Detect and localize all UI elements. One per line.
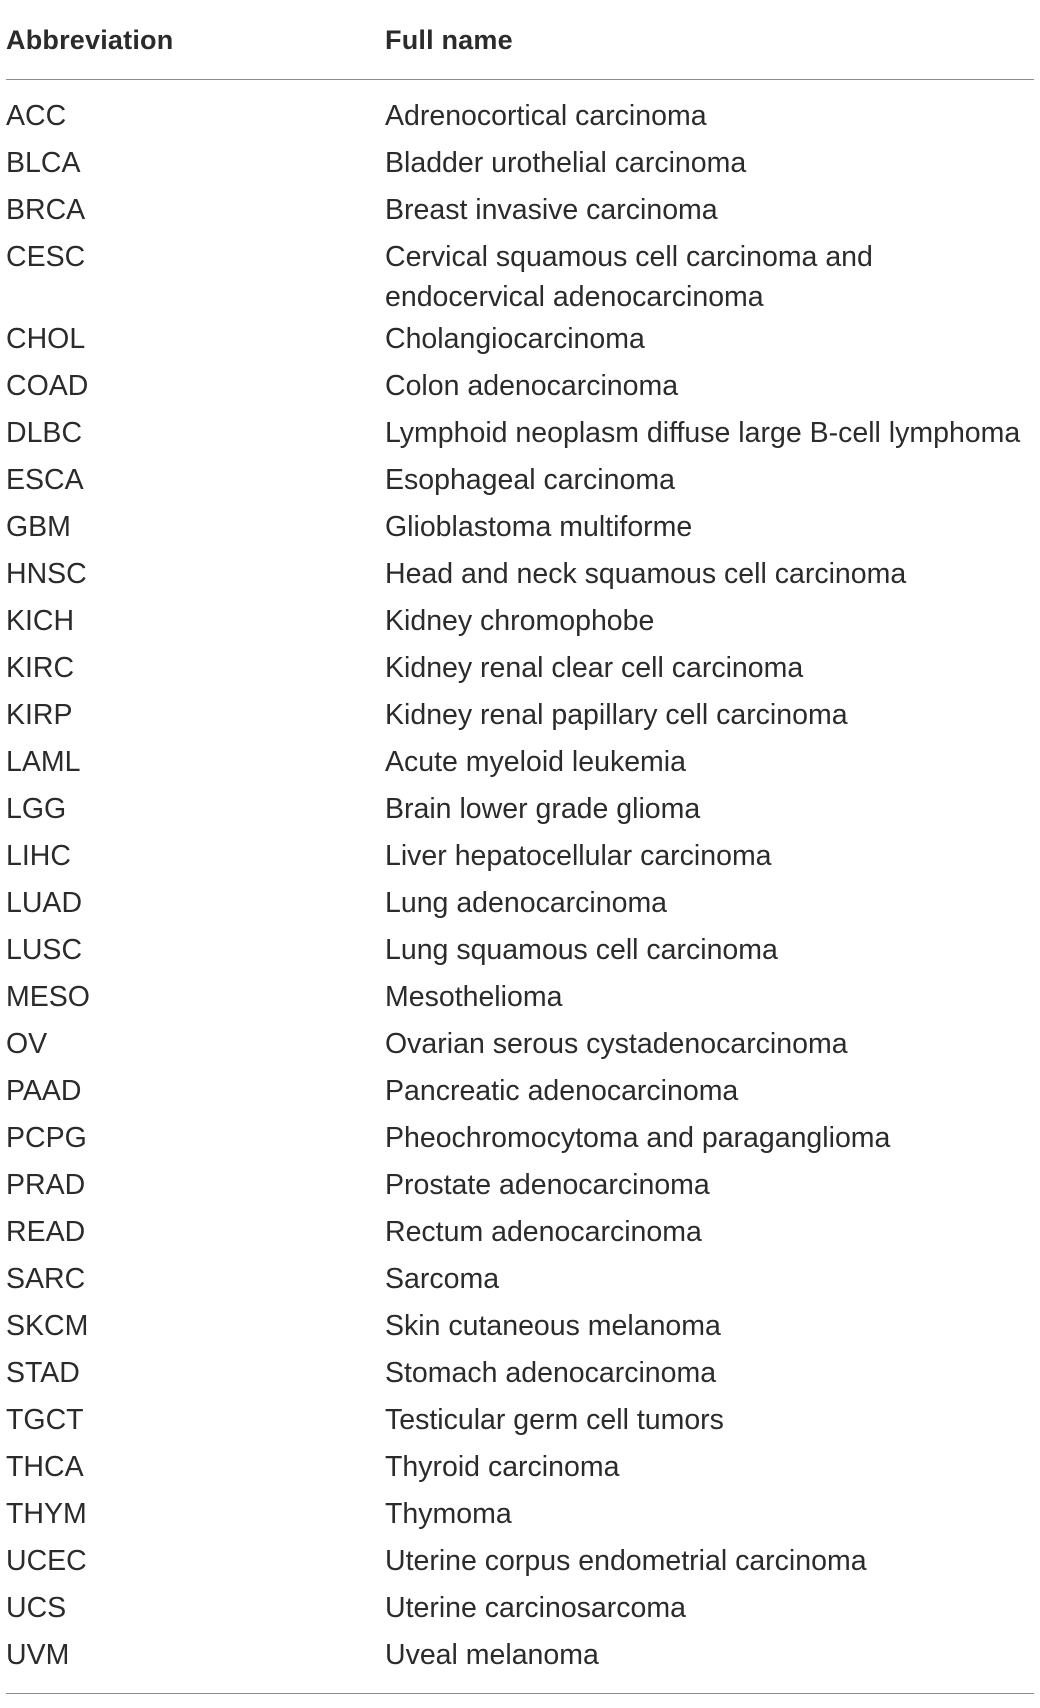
abbreviation-cell: LGG bbox=[6, 793, 67, 825]
abbreviation-cell: UVM bbox=[6, 1639, 70, 1671]
full-name-cell: Stomach adenocarcinoma bbox=[385, 1357, 717, 1389]
table-row bbox=[6, 94, 1034, 141]
table-row bbox=[6, 1304, 1034, 1351]
full-name-cell: Rectum adenocarcinoma bbox=[385, 1216, 702, 1248]
full-name-cell: Glioblastoma multiforme bbox=[385, 511, 693, 543]
table-row bbox=[6, 552, 1034, 599]
abbreviation-cell: TGCT bbox=[6, 1404, 84, 1436]
abbreviation-cell: ESCA bbox=[6, 464, 84, 496]
table-row bbox=[6, 881, 1034, 928]
table-row bbox=[6, 458, 1034, 505]
table-row bbox=[6, 505, 1034, 552]
table-row bbox=[6, 1398, 1034, 1445]
full-name-cell: Skin cutaneous melanoma bbox=[385, 1310, 721, 1342]
table-row bbox=[6, 317, 1034, 364]
full-name-cell: Acute myeloid leukemia bbox=[385, 746, 686, 778]
abbreviation-table bbox=[6, 0, 1034, 1694]
table-row bbox=[6, 235, 1034, 317]
full-name-cell: Cholangiocarcinoma bbox=[385, 323, 645, 355]
full-name-cell: Adrenocortical carcinoma bbox=[385, 100, 707, 132]
table-row bbox=[6, 1351, 1034, 1398]
table-row bbox=[6, 975, 1034, 1022]
abbreviation-cell: LUSC bbox=[6, 934, 83, 966]
abbreviation-cell: LUAD bbox=[6, 887, 83, 919]
full-name-cell: Sarcoma bbox=[385, 1263, 500, 1295]
abbreviation-cell: BRCA bbox=[6, 194, 86, 226]
full-name-cell: Lung squamous cell carcinoma bbox=[385, 934, 778, 966]
table-row bbox=[6, 599, 1034, 646]
abbreviation-cell: PCPG bbox=[6, 1122, 87, 1154]
full-name-cell: Uterine carcinosarcoma bbox=[385, 1592, 686, 1624]
full-name-cell: Liver hepatocellular carcinoma bbox=[385, 840, 772, 872]
abbreviation-cell: GBM bbox=[6, 511, 71, 543]
full-name-cell: Testicular germ cell tumors bbox=[385, 1404, 724, 1436]
table-body bbox=[6, 80, 1034, 1680]
table-row bbox=[6, 1069, 1034, 1116]
header-full-name: Full name bbox=[385, 25, 513, 55]
abbreviation-cell: UCS bbox=[6, 1592, 67, 1624]
abbreviation-cell: KIRC bbox=[6, 652, 75, 684]
abbreviation-cell: DLBC bbox=[6, 417, 83, 449]
abbreviation-cell: HNSC bbox=[6, 558, 87, 590]
full-name-cell: Thyroid carcinoma bbox=[385, 1451, 620, 1483]
full-name-cell: Lung adenocarcinoma bbox=[385, 887, 668, 919]
abbreviation-cell: KIRP bbox=[6, 699, 73, 731]
table-row bbox=[6, 1539, 1034, 1586]
abbreviation-cell: LAML bbox=[6, 746, 81, 778]
abbreviation-cell: OV bbox=[6, 1028, 48, 1060]
full-name-cell: Pancreatic adenocarcinoma bbox=[385, 1075, 739, 1107]
abbreviation-cell: CHOL bbox=[6, 323, 86, 355]
table-row bbox=[6, 1257, 1034, 1304]
abbreviation-cell: STAD bbox=[6, 1357, 80, 1389]
table-row bbox=[6, 411, 1034, 458]
table-row bbox=[6, 1633, 1034, 1680]
table-row bbox=[6, 834, 1034, 881]
full-name-cell: Kidney chromophobe bbox=[385, 605, 655, 637]
full-name-cell: Prostate adenocarcinoma bbox=[385, 1169, 710, 1201]
table-row bbox=[6, 1492, 1034, 1539]
header-abbreviation: Abbreviation bbox=[6, 25, 174, 55]
table-row bbox=[6, 1445, 1034, 1492]
table-row bbox=[6, 1210, 1034, 1257]
table-row bbox=[6, 693, 1034, 740]
abbreviation-cell: THCA bbox=[6, 1451, 84, 1483]
abbreviation-cell: PAAD bbox=[6, 1075, 82, 1107]
abbreviation-cell: ACC bbox=[6, 100, 67, 132]
table-row bbox=[6, 928, 1034, 975]
table-row bbox=[6, 1586, 1034, 1633]
full-name-cell: Mesothelioma bbox=[385, 981, 563, 1013]
full-name-cell: Lymphoid neoplasm diffuse large B-cell lymphoma bbox=[385, 417, 1021, 449]
table-row bbox=[6, 740, 1034, 787]
table-row bbox=[6, 1022, 1034, 1069]
bottom-rule bbox=[6, 1693, 1034, 1694]
table-header bbox=[6, 0, 1034, 80]
full-name-cell: Thymoma bbox=[385, 1498, 512, 1530]
table-row bbox=[6, 1163, 1034, 1210]
table-row bbox=[6, 188, 1034, 235]
abbreviation-cell: READ bbox=[6, 1216, 86, 1248]
full-name-cell: Esophageal carcinoma bbox=[385, 464, 675, 496]
full-name-cell: Head and neck squamous cell carcinoma bbox=[385, 558, 907, 590]
table-row bbox=[6, 787, 1034, 834]
abbreviation-cell: SKCM bbox=[6, 1310, 89, 1342]
abbreviation-cell: MESO bbox=[6, 981, 90, 1013]
table-row bbox=[6, 141, 1034, 188]
full-name-cell: Ovarian serous cystadenocarcinoma bbox=[385, 1028, 848, 1060]
full-name-cell: Bladder urothelial carcinoma bbox=[385, 147, 747, 179]
abbreviation-cell: COAD bbox=[6, 370, 89, 402]
abbreviation-cell: KICH bbox=[6, 605, 75, 637]
full-name-cell: Kidney renal clear cell carcinoma bbox=[385, 652, 804, 684]
abbreviation-cell: BLCA bbox=[6, 147, 81, 179]
full-name-cell: Uveal melanoma bbox=[385, 1639, 599, 1671]
table-row bbox=[6, 1116, 1034, 1163]
table-row bbox=[6, 364, 1034, 411]
full-name-cell: Kidney renal papillary cell carcinoma bbox=[385, 699, 848, 731]
abbreviation-cell: SARC bbox=[6, 1263, 86, 1295]
full-name-cell: Colon adenocarcinoma bbox=[385, 370, 679, 402]
full-name-cell: Pheochromocytoma and paraganglioma bbox=[385, 1122, 891, 1154]
table-row bbox=[6, 646, 1034, 693]
full-name-cell: Breast invasive carcinoma bbox=[385, 194, 718, 226]
abbreviation-cell: PRAD bbox=[6, 1169, 86, 1201]
abbreviation-cell: THYM bbox=[6, 1498, 87, 1530]
full-name-cell: Uterine corpus endometrial carcinoma bbox=[385, 1545, 867, 1577]
full-name-cell: Brain lower grade glioma bbox=[385, 793, 701, 825]
full-name-cell: Cervical squamous cell carcinoma and endocervical adenocarcinoma bbox=[385, 241, 873, 313]
abbreviation-cell: LIHC bbox=[6, 840, 71, 872]
abbreviation-cell: UCEC bbox=[6, 1545, 87, 1577]
abbreviation-cell: CESC bbox=[6, 241, 86, 273]
